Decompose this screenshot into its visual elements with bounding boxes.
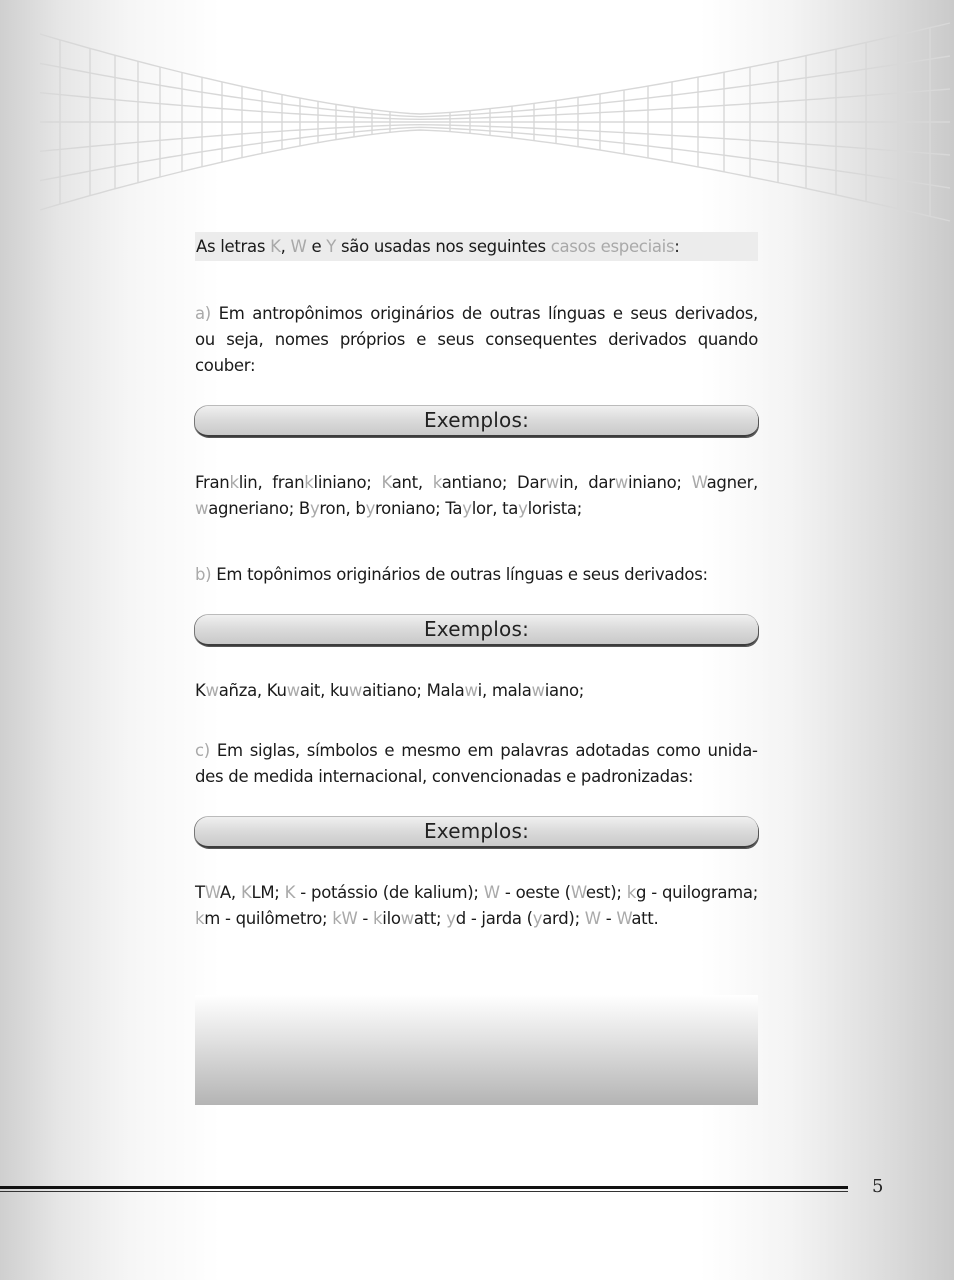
examples-a-run-3: k	[304, 473, 314, 492]
examples-c-run-4: LM;	[251, 883, 285, 902]
examples-c-run-7: W	[483, 883, 500, 902]
examples-c-run-20: att;	[413, 909, 447, 928]
examples-c-run-3: K	[240, 883, 252, 902]
examples-b-run-8: i, mala	[477, 681, 532, 700]
examples-label-text: Exemplos:	[423, 617, 530, 641]
examples-a-run-19: y	[365, 499, 376, 518]
examples-a-run-11: w	[614, 473, 628, 492]
examples-c-run-15: kW	[332, 909, 358, 928]
section-c-marker: c)	[195, 741, 210, 760]
examples-a-run-0: Fran	[195, 473, 230, 492]
examples-a-run-1: k	[229, 473, 239, 492]
examples-c-run-13: k	[195, 909, 205, 928]
section-a-text: Em antropônimos originários de outras línguas e seus derivados, ou seja, nomes próprios e seus consequentes derivados quando couber:	[195, 304, 758, 375]
examples-a-run-6: ant,	[391, 473, 433, 492]
examples-b-run-7: w	[464, 681, 478, 700]
examples-label-text: Exemplos:	[423, 819, 530, 843]
section-a-marker: a)	[195, 304, 211, 323]
examples-c-run-6: - potássio (de kalium);	[295, 883, 484, 902]
examples-c-run-0: T	[195, 883, 205, 902]
examples-a-run-13: W	[691, 473, 707, 492]
examples-c-run-26: -	[600, 909, 617, 928]
intro-sep1: ,	[280, 237, 291, 256]
examples-label-b	[195, 615, 758, 646]
examples-c-run-19: w	[400, 909, 414, 928]
letter-k: K	[270, 237, 281, 256]
examples-a-run-21: y	[462, 499, 472, 518]
examples-a-run-9: w	[545, 473, 559, 492]
intro-suffix: :	[674, 237, 680, 256]
examples-c-run-24: ard);	[542, 909, 585, 928]
section-c-paragraph	[195, 738, 758, 790]
section-b-paragraph	[195, 562, 758, 588]
examples-c-run-17: k	[373, 909, 383, 928]
examples-b-run-9: w	[531, 681, 545, 700]
examples-c-run-28: att.	[631, 909, 659, 928]
examples-b-run-4: ait, ku	[299, 681, 349, 700]
examples-c-run-21: y	[446, 909, 456, 928]
examples-a-run-22: lor, ta	[471, 499, 519, 518]
examples-label-a	[195, 406, 758, 437]
examples-b-run-6: aitiano; Mala	[362, 681, 465, 700]
examples-a-run-2: lin, fran	[238, 473, 305, 492]
section-a-paragraph	[195, 301, 758, 379]
examples-c	[195, 880, 758, 932]
examples-c-run-8: - oeste (	[499, 883, 571, 902]
footer-rule	[0, 1186, 848, 1189]
examples-c-run-27: W	[616, 909, 632, 928]
examples-c-run-11: k	[626, 883, 636, 902]
examples-a-run-7: k	[432, 473, 442, 492]
intro-sep2: e	[306, 237, 327, 256]
examples-c-run-23: y	[532, 909, 543, 928]
main-content	[195, 232, 758, 932]
examples-c-run-16: -	[357, 909, 374, 928]
examples-c-run-14: m - quilômetro;	[204, 909, 333, 928]
grid-wave-decoration	[0, 0, 954, 240]
examples-a	[195, 470, 758, 522]
section-b-marker: b)	[195, 565, 212, 584]
examples-a-run-15: w	[195, 499, 209, 518]
examples-a-run-16: agneriano; B	[208, 499, 310, 518]
section-b-text: Em topônimos originários de outras línguas e seus derivados:	[211, 565, 708, 584]
examples-a-run-12: iniano;	[627, 473, 692, 492]
examples-a-run-23: y	[518, 499, 528, 518]
intro-line	[195, 232, 758, 261]
examples-c-run-10: est);	[585, 883, 627, 902]
gradient-box	[195, 995, 758, 1105]
examples-label-c	[195, 817, 758, 848]
section-c-text: Em siglas, símbolos e mesmo em palavras adotadas como unidades de medida internacional, convencionadas e padronizadas:	[195, 741, 758, 786]
examples-b-run-3: w	[286, 681, 300, 700]
examples-a-run-18: ron, b	[319, 499, 366, 518]
examples-a-run-17: y	[309, 499, 320, 518]
examples-c-run-12: g - quilograma;	[635, 883, 758, 902]
examples-label-text: Exemplos:	[423, 408, 530, 432]
examples-c-run-2: A,	[219, 883, 241, 902]
examples-a-run-20: roniano; Ta	[375, 499, 463, 518]
examples-b-run-1: w	[205, 681, 219, 700]
examples-c-run-5: K	[284, 883, 296, 902]
examples-a-run-14: agner,	[706, 473, 759, 492]
examples-a-run-5: K	[381, 473, 392, 492]
examples-c-run-22: d - jarda (	[455, 909, 533, 928]
examples-b-run-0: K	[195, 681, 206, 700]
examples-a-run-24: lorista;	[527, 499, 582, 518]
footer-rule-thin	[0, 1191, 848, 1192]
examples-c-run-1: W	[204, 883, 220, 902]
examples-a-run-10: in, dar	[558, 473, 615, 492]
examples-b-run-10: iano;	[544, 681, 585, 700]
examples-c-run-9: W	[570, 883, 586, 902]
examples-c-run-18: ilo	[382, 909, 401, 928]
examples-b-run-2: añza, Ku	[218, 681, 287, 700]
page-number: 5	[872, 1176, 884, 1197]
examples-b-run-5: w	[348, 681, 363, 700]
examples-a-run-8: antiano; Dar	[441, 473, 546, 492]
examples-a-run-4: liniano;	[313, 473, 382, 492]
letter-w: W	[290, 237, 307, 256]
examples-c-run-25: W	[584, 909, 601, 928]
intro-prefix: As letras	[196, 237, 271, 256]
intro-mid: são usadas nos seguintes	[336, 237, 551, 256]
intro-highlight: casos especiais	[550, 237, 675, 256]
letter-y: Y	[326, 237, 337, 256]
examples-b	[195, 678, 758, 704]
